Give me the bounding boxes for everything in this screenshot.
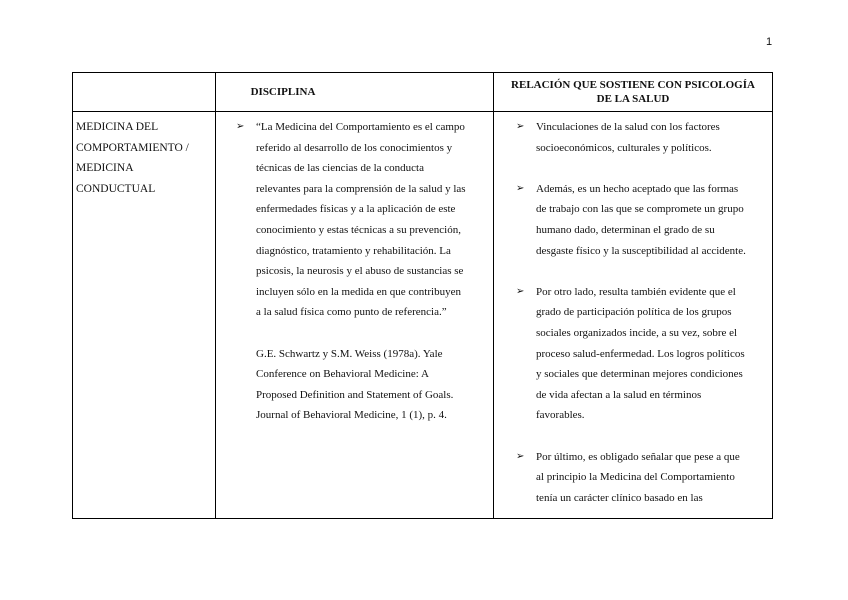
relation-line: de vida afectan a la salud en términos (536, 388, 702, 401)
definition-line: psicosis, la neurosis y el abuso de sustancias se (256, 265, 464, 278)
discipline-line: COMPORTAMIENTO / (76, 141, 189, 154)
discipline-line: CONDUCTUAL (76, 182, 156, 195)
definition-cell (236, 117, 488, 426)
arrow-bullet-icon: ➢ (516, 450, 525, 462)
definition-line: conocimiento y estas técnicas a su prevención, (256, 223, 461, 236)
relation-item (516, 447, 768, 509)
relation-item (516, 282, 768, 426)
relation-line: Por último, es obligado señalar que pese a que (536, 450, 740, 463)
definition-line: técnicas de las ciencias de la conducta (256, 162, 424, 175)
relation-cell (516, 117, 768, 508)
relation-line: Por otro lado, resulta también evidente que el (536, 285, 736, 298)
definition-quote (236, 117, 488, 323)
arrow-bullet-icon: ➢ (516, 121, 525, 132)
header-relacion-line: DE LA SALUD (596, 93, 670, 105)
header-relacion (494, 73, 772, 111)
relation-item (516, 117, 768, 158)
relation-line: favorables. (536, 409, 585, 422)
reference-citation (236, 344, 488, 426)
discipline-line: MEDICINA DEL (76, 121, 159, 133)
reference-line: Conference on Behavioral Medicine: A (256, 368, 429, 381)
discipline-cell (76, 117, 211, 199)
definition-line: enfermedades físicas y a la aplicación de este (256, 203, 456, 216)
relation-line: socioeconómicos, culturales y políticos. (536, 141, 712, 154)
definition-line: diagnóstico, tratamiento y rehabilitación. La (256, 244, 451, 257)
relation-line: Vinculaciones de la salud con los factores (536, 121, 720, 133)
definition-line: referido al desarrollo de los conocimientos y (256, 141, 453, 154)
relation-line: sociales organizados incide, a su vez, sobre el (536, 326, 738, 339)
arrow-bullet-icon: ➢ (516, 285, 525, 297)
relation-item (516, 179, 768, 261)
definition-line: a la salud física como punto de referencia.” (256, 306, 447, 319)
column-divider (215, 73, 216, 518)
relation-line: humano dado, determinan el grado de su (536, 223, 715, 236)
page-number: 1 (766, 36, 773, 48)
relation-line: y sociales que determinan mejores condiciones (536, 368, 743, 381)
header-divider (73, 111, 772, 112)
column-divider (493, 73, 494, 518)
reference-line: Proposed Definition and Statement of Goals. (256, 388, 454, 401)
relation-line: proceso salud-enfermedad. Los logros políticos (536, 347, 745, 360)
relation-line: desgaste físico y la susceptibilidad al accidente. (536, 244, 746, 257)
definition-line: “La Medicina del Comportamiento es el campo (256, 121, 465, 133)
reference-line: G.E. Schwartz y S.M. Weiss (1978a). Yale (256, 347, 443, 360)
reference-line: Journal of Behavioral Medicine, 1 (1), p. 4. (256, 409, 447, 422)
header-disciplina (73, 73, 493, 111)
relation-line: tenía un carácter clínico basado en las (536, 491, 703, 504)
arrow-bullet-icon: ➢ (236, 121, 245, 132)
comparison-table (72, 72, 773, 519)
arrow-bullet-icon: ➢ (516, 182, 525, 194)
definition-line: relevantes para la comprensión de la salud y las (256, 182, 466, 195)
header-relacion-line: RELACIÓN QUE SOSTIENE CON PSICOLOGÍA (511, 79, 755, 91)
relation-line: grado de participación política de los grupos (536, 306, 732, 319)
relation-line: al principio la Medicina del Comportamiento (536, 471, 735, 484)
relation-line: de trabajo con las que se compromete un grupo (536, 203, 744, 216)
definition-line: incluyen sólo en la medida en que contribuyen (256, 285, 461, 298)
header-disciplina-text: DISCIPLINA (250, 86, 316, 98)
relation-line: Además, es un hecho aceptado que las formas (536, 182, 739, 195)
discipline-line: MEDICINA (76, 162, 134, 175)
